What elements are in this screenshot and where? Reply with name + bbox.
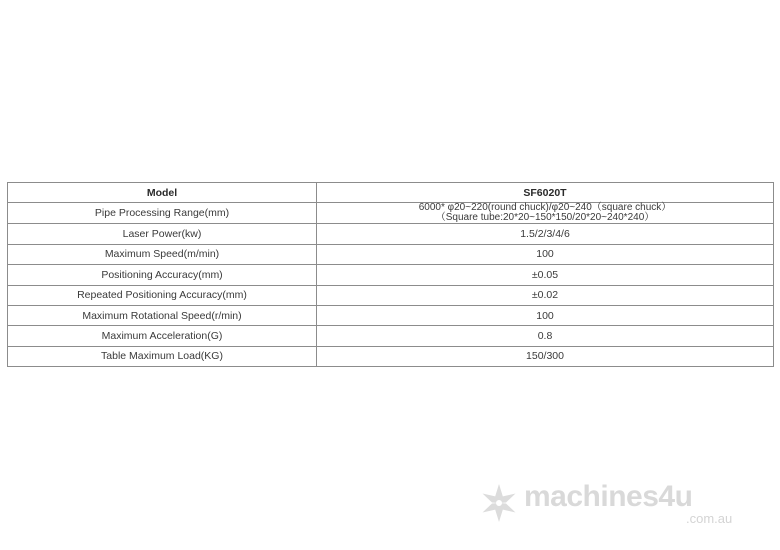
table-row bbox=[8, 224, 774, 244]
row-value-line: 6000* φ20~220(round chuck)/φ20~240（square chuck） bbox=[418, 202, 672, 214]
row-label: Laser Power(kw) bbox=[8, 224, 317, 244]
table-row bbox=[8, 326, 774, 346]
row-value: 100 bbox=[317, 244, 774, 264]
row-value-line: （Square tube:20*20~150*150/20*20~240*240） bbox=[435, 212, 655, 224]
table-row bbox=[8, 265, 774, 285]
machines4u-watermark-logo bbox=[478, 480, 778, 530]
table-row bbox=[8, 285, 774, 305]
row-value: ±0.02 bbox=[317, 285, 774, 305]
header-model-label: Model bbox=[8, 183, 317, 203]
table-row bbox=[8, 346, 774, 366]
row-label: Maximum Speed(m/min) bbox=[8, 244, 317, 264]
row-label: Maximum Acceleration(G) bbox=[8, 326, 317, 346]
row-label: Table Maximum Load(KG) bbox=[8, 346, 317, 366]
row-value: 100 bbox=[317, 305, 774, 325]
row-value bbox=[317, 203, 774, 224]
table-header-row bbox=[8, 183, 774, 203]
table-row bbox=[8, 305, 774, 325]
spec-table bbox=[7, 182, 774, 367]
watermark-domain: .com.au bbox=[686, 511, 733, 526]
row-label: Repeated Positioning Accuracy(mm) bbox=[8, 285, 317, 305]
header-model-value: SF6020T bbox=[317, 183, 774, 203]
watermark-brand-name: machines4u bbox=[524, 480, 693, 513]
row-value: 0.8 bbox=[317, 326, 774, 346]
table-row bbox=[8, 203, 774, 224]
table-row bbox=[8, 244, 774, 264]
row-label: Maximum Rotational Speed(r/min) bbox=[8, 305, 317, 325]
row-value: 150/300 bbox=[317, 346, 774, 366]
snowflake-star-icon bbox=[478, 482, 520, 524]
row-value: 1.5/2/3/4/6 bbox=[317, 224, 774, 244]
row-label: Positioning Accuracy(mm) bbox=[8, 265, 317, 285]
row-value: ±0.05 bbox=[317, 265, 774, 285]
row-label: Pipe Processing Range(mm) bbox=[8, 203, 317, 224]
